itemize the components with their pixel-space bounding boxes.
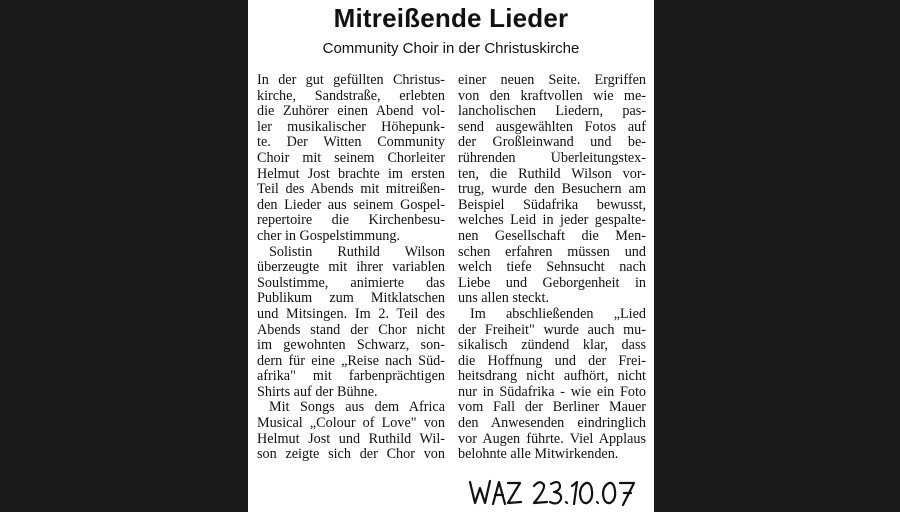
right-column-line: schen erfahren müssen und [458,244,646,260]
right-column-line: von den kraftvollen wie me- [458,88,646,104]
right-column-line: den Anwesenden eindringlich [458,416,646,432]
headline: Mitreißende Lieder [333,3,569,33]
left-column-line: son zeigte sich der Chor von [257,447,445,463]
right-column-line: uns allen steckt. [458,290,550,307]
handwritten-source-date [468,476,648,508]
left-column-line: cher in Gospelstimmung. [257,227,401,244]
right-column-line: trug, wurde den Besuchern am [458,182,646,198]
right-column-line: nur in Südafrika - wie ein Foto [458,384,646,400]
right-column-line: der Großleinwand und be- [458,135,646,151]
right-column-line: vom Fall der Berliner Mauer [458,400,646,416]
left-column-line: dern für eine „Reise nach Süd- [257,353,445,369]
right-column-line: Im abschließenden „Lied [470,306,646,322]
right-column-line: welch tiefe Sehnsucht nach [458,260,646,276]
left-column-line: Shirts auf der Bühne. [257,383,378,400]
left-column-line: Helmut Jost und Ruthild Wil- [257,431,445,447]
left-column-line: Mit Songs aus dem Africa [269,400,445,416]
right-column-line: einer neuen Seite. Ergriffen [458,73,646,88]
left-column-line: die Zuhörer einen Abend vol- [257,104,445,120]
right-column-line: die Hoffnung und der Frei- [458,353,646,369]
right-column-line: send ausgewählten Fotos auf [458,119,646,135]
newspaper-clipping [248,0,654,512]
right-column-line: Liebe und Geborgenheit in [458,275,646,291]
left-column-line: im gewohnten Schwarz, son- [257,338,445,354]
left-column-line: Soulstimme, animierte das [257,275,445,291]
right-column-line: vor Augen führte. Viel Applaus [458,431,646,447]
left-column-line: repertoire die Kirchenbesu- [257,213,445,229]
right-column-line: rührenden Überleitungstex- [458,150,646,166]
left-column-line: Solistin Ruthild Wilson [269,244,445,260]
right-column-line: belohnte alle Mitwirkenden. [458,446,619,463]
right-column-line: sikalisch zündend klar, dass [458,338,646,354]
left-column-line: Choir mit seinem Chorleiter [257,150,445,166]
left-column-line: Teil des Abends mit mitreißen- [257,182,445,198]
left-column-line: ler musikalischer Höhepunk- [257,119,445,135]
article-column-right [458,73,646,463]
left-column-line: und Mitsingen. Im 2. Teil des [257,306,445,322]
left-column-line: Helmut Jost brachte im ersten [257,166,445,182]
left-column-line: Publikum zum Mitklatschen [257,291,445,307]
right-column-line: lancholischen Liedern, pas- [458,104,646,120]
left-column-line: Abends stand der Chor nicht [257,322,445,338]
handwriting-drawing [468,476,648,508]
right-column-line: Beispiel Südafrika bewusst, [458,197,646,213]
left-column-line: te. Der Witten Community [257,135,445,151]
subheadline: Community Choir in der Christuskirche [322,40,580,57]
right-column-line: heitsdrang nicht aufhört, nicht [458,369,646,385]
right-column-line: nen Gesellschaft die Men- [458,228,646,244]
right-column-line: welches Leid in jeder gespalte- [458,213,646,229]
left-column-line: überzeugte mit ihrer variablen [257,260,445,276]
left-column-line: afrika" mit farbenprächtigen [257,369,445,385]
left-column-line: kirche, Sandstraße, erlebten [257,88,445,104]
left-column-line: Musical „Colour of Love" von [257,416,445,432]
article-column-left [257,73,445,463]
left-column-line: In der gut gefüllten Christus- [257,73,445,88]
right-column-line: der Freiheit" wurde auch mu- [458,322,646,338]
right-column-line: ten, die Ruthild Wilson vor- [458,166,646,182]
left-column-line: den Lieder aus seinem Gospel- [257,197,445,213]
